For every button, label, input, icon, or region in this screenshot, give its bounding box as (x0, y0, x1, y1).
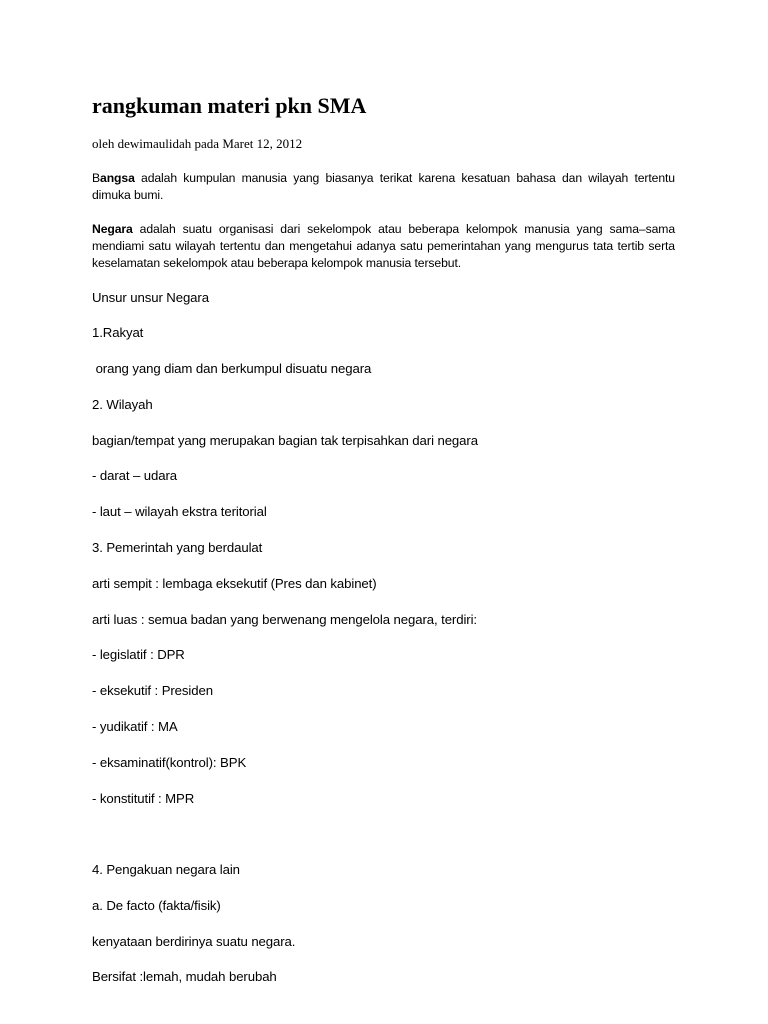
article-byline: oleh dewimaulidah pada Maret 12, 2012 (92, 136, 303, 151)
list-item: - eksaminatif(kontrol): BPK (92, 755, 247, 770)
list-item: 1.Rakyat (92, 325, 144, 340)
list-item: Bersifat :lemah, mudah berubah (92, 969, 277, 984)
article-title: rangkuman materi pkn SMA (92, 93, 367, 118)
definition-bangsa: adalah kumpulan manusia yang biasanya terikat karena kesatuan bahasa dan wilayah tertentu dimuka bumi. (92, 171, 675, 202)
paragraph-negara (92, 221, 675, 272)
list-item: - laut – wilayah ekstra teritorial (92, 504, 267, 519)
list-item: 4. Pengakuan negara lain (92, 862, 240, 877)
list-item: 2. Wilayah (92, 397, 153, 412)
list-item: kenyataan berdirinya suatu negara. (92, 934, 296, 949)
list-item: - darat – udara (92, 468, 178, 483)
list-item: bagian/tempat yang merupakan bagian tak terpisahkan dari negara (92, 433, 478, 448)
term-bangsa: angsa (100, 171, 135, 185)
list-item: - eksekutif : Presiden (92, 683, 213, 698)
list-item: arti sempit : lembaga eksekutif (Pres dan kabinet) (92, 576, 377, 591)
list-item: 3. Pemerintah yang berdaulat (92, 540, 263, 555)
definition-negara: adalah suatu organisasi dari sekelompok atau beberapa kelompok manusia yang sama–sama mendiami satu wilayah tertentu dan mengetahui adanya satu pemerintahan yang mengurus tata tertib serta keselamatan sekelompok atau beberapa kelompok manusia tersebut. (92, 222, 675, 270)
term-bangsa-initial: B (92, 171, 101, 185)
list-item: a. De facto (fakta/fisik) (92, 898, 221, 913)
paragraph-bangsa (92, 170, 675, 204)
term-negara: Negara (92, 222, 133, 236)
list-item: - legislatif : DPR (92, 647, 185, 662)
list-item: arti luas : semua badan yang berwenang mengelola negara, terdiri: (92, 612, 477, 627)
list-item: orang yang diam dan berkumpul disuatu negara (92, 361, 372, 376)
list-item: - yudikatif : MA (92, 719, 178, 734)
list-item: - konstitutif : MPR (92, 791, 195, 806)
section-heading-unsur: Unsur unsur Negara (92, 290, 209, 305)
